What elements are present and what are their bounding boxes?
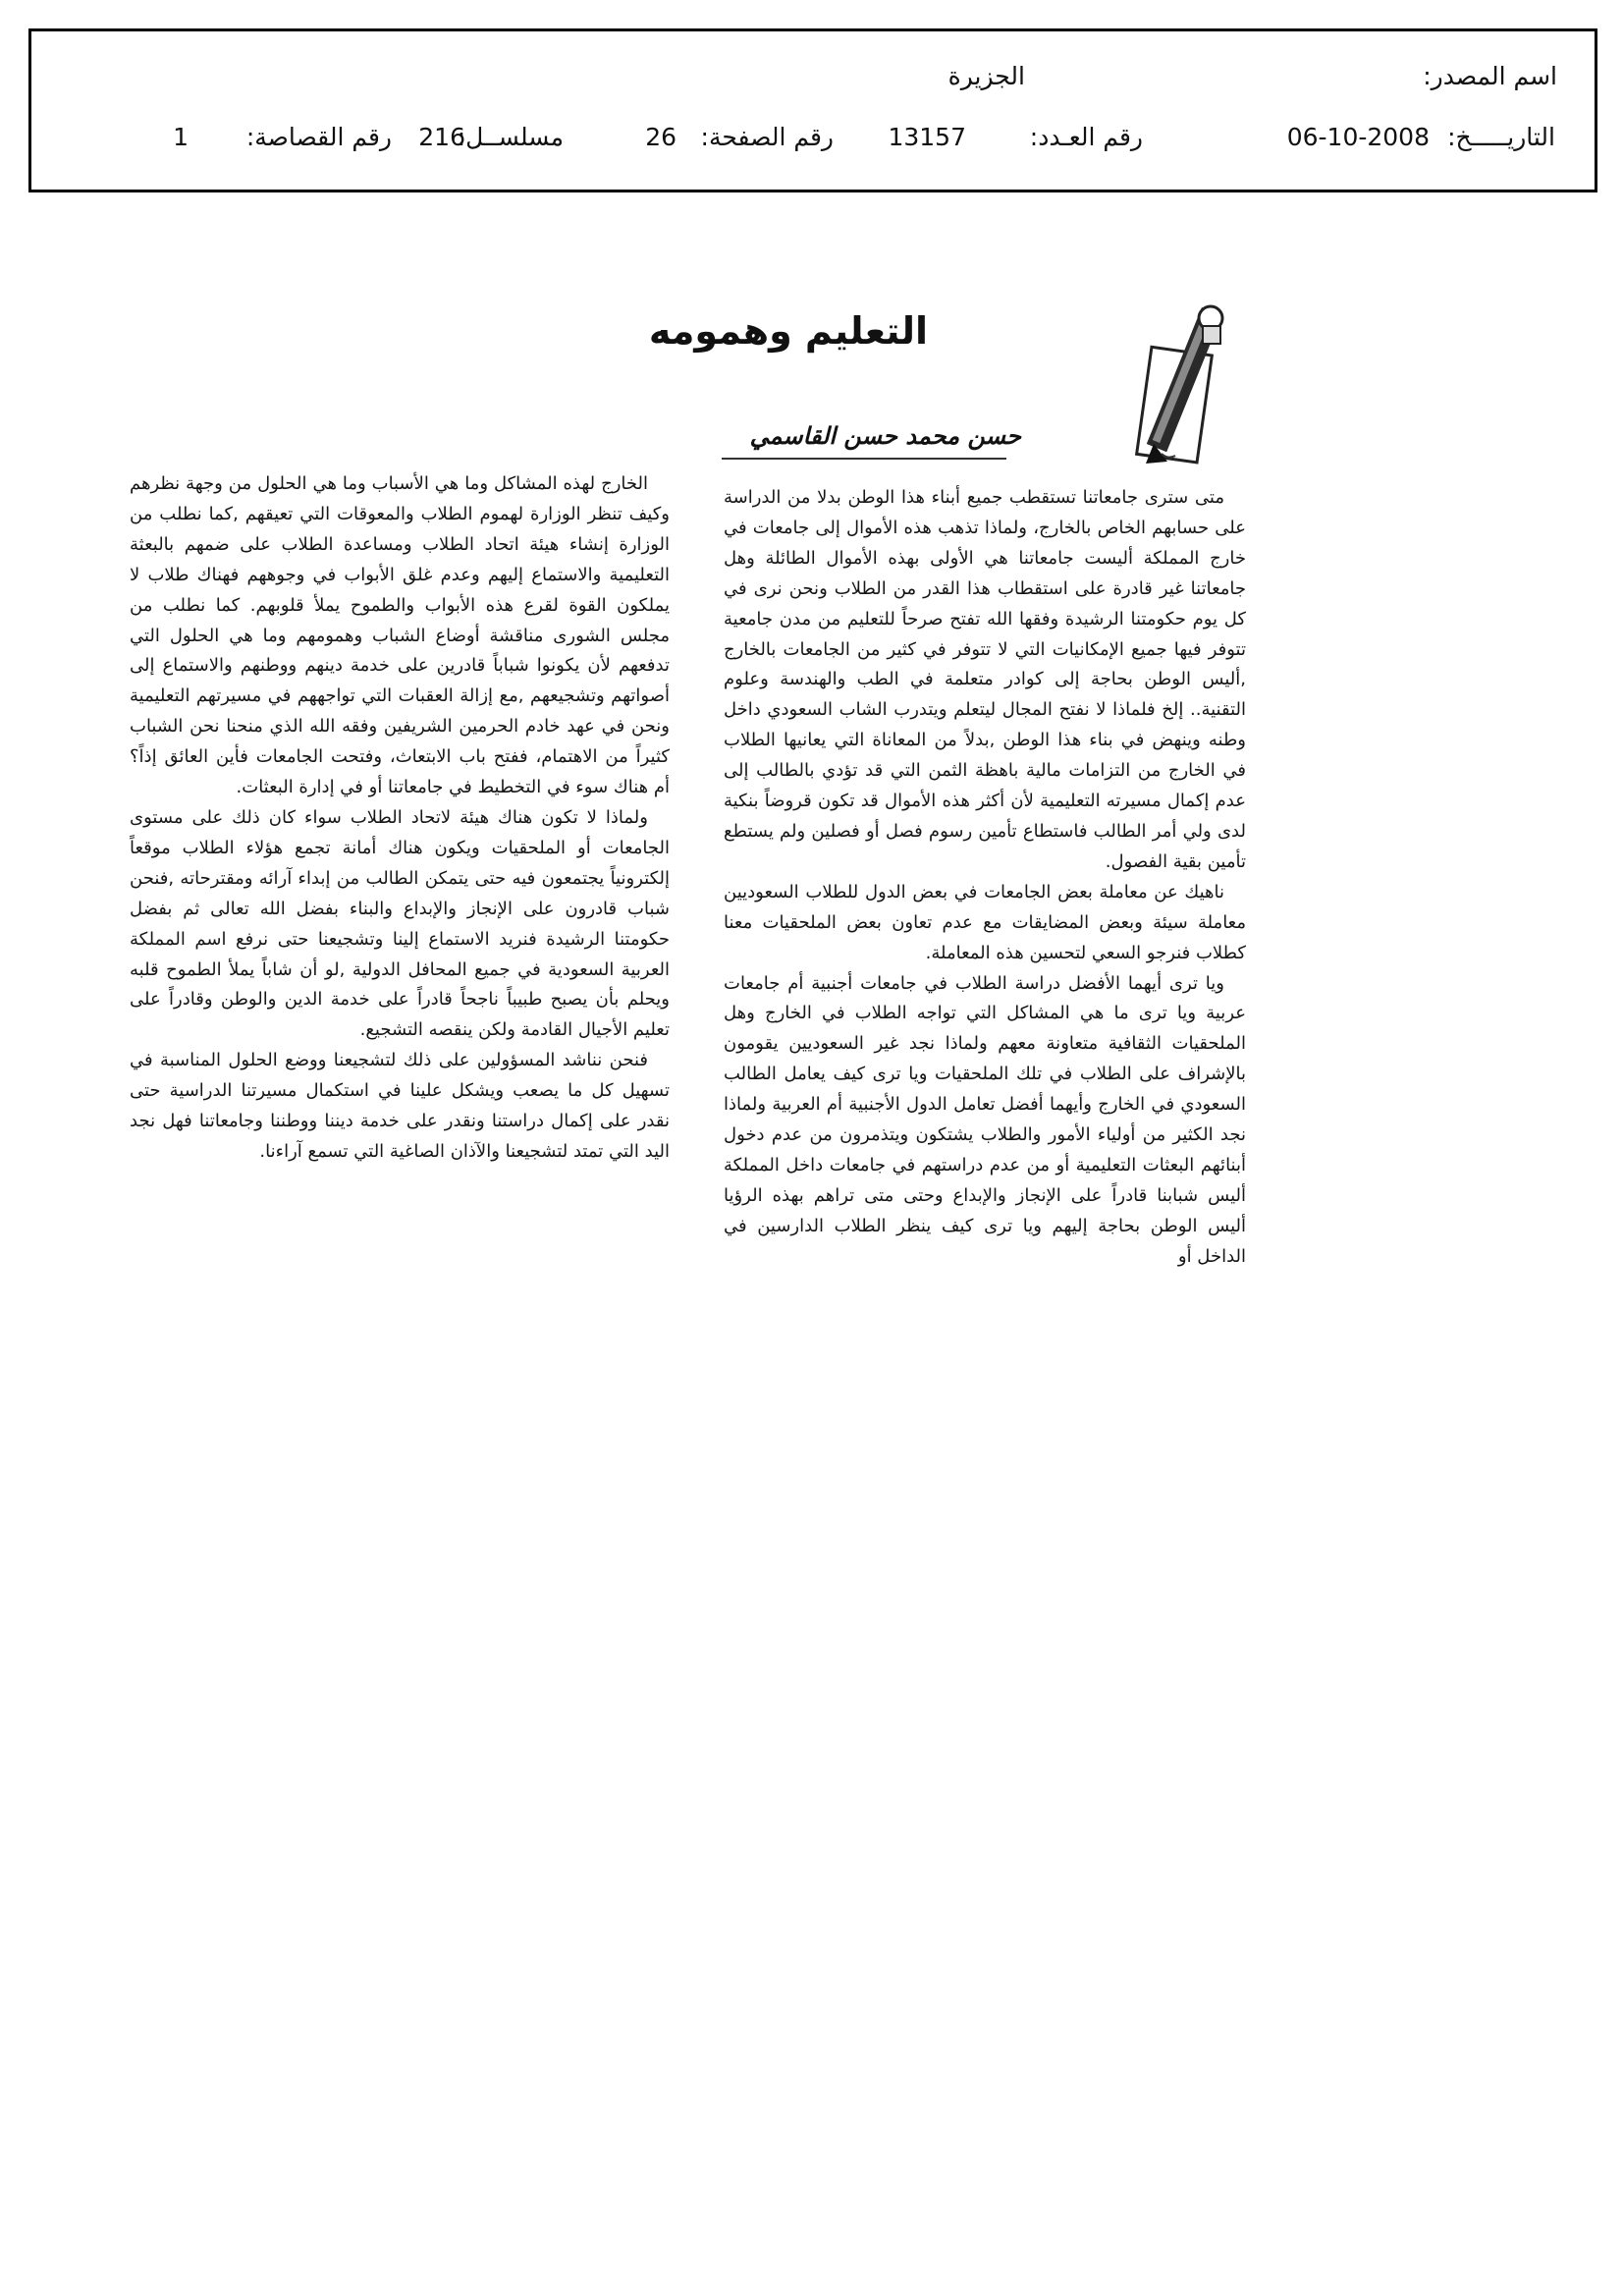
article-byline: حسن محمد حسن القاسمي bbox=[749, 422, 1021, 450]
article-column-left bbox=[130, 469, 670, 1168]
pen-ink-icon bbox=[1134, 297, 1242, 468]
paragraph: ناهيك عن معاملة بعض الجامعات في بعض الدول للطلاب السعوديين معاملة سيئة وبعض المضايقات مع عدم تعاون بعض الملحقيات معنا كطلاب فنرجو السعي لتحسين هذه المعاملة. bbox=[724, 881, 1246, 963]
paragraph: ويا ترى أيهما الأفضل دراسة الطلاب في جامعات أجنبية أم جامعات عربية ويا ترى ما هي المشاكل التي تواجه الطلاب في الخارج وهل الملحقيات الثقافية متعاونة معهم ولماذا نجد غير السعوديين يقومون بالإشراف على الطلاب في تلك الملحقيات ويا ترى كيف يعامل الطالب السعودي في الخارج وأيهما أفضل تعامل الدول الأجنبية أم العربية ولماذا نجد الكثير من أولياء الأمور والطلاب يشتكون ويتذمرون من عدم دخول أبنائهم البعثات التعليمية أو من عدم دراستهم في جامعات داخل المملكة أليس شبابنا قادراً على الإنجاز والإبداع وحتى متى تراهم بهذه الرؤيا أليس الوطن بحاجة إليهم ويا ترى كيف ينظر الطلاب الدارسين في الداخل أو bbox=[724, 972, 1246, 1267]
page-label: رقم الصفحة: bbox=[700, 123, 834, 151]
article-column-right bbox=[724, 483, 1246, 1273]
paragraph: فنحن نناشد المسؤولين على ذلك لتشجيعنا ووضع الحلول المناسبة في تسهيل كل ما يصعب ويشكل علينا في استكمال مسيرتنا الدراسية حتى نقدر على إكمال دراستنا ونقدر على خدمة ديننا ووطننا وجامعاتنا فهل نجد اليد التي تمتد لتشجيعنا والآذان الصاغية التي تسمع آراءنا. bbox=[130, 1050, 670, 1162]
serial-value: 216 bbox=[418, 123, 465, 151]
clipping-label: رقم القصاصة: bbox=[245, 123, 392, 151]
issue-value: 13157 bbox=[888, 123, 966, 151]
clipping-value: 1 bbox=[173, 123, 189, 151]
source-value: الجزيرة bbox=[947, 62, 1025, 90]
metadata-row-details bbox=[31, 118, 1595, 157]
date-label: التاريـــــخ: bbox=[1447, 123, 1555, 151]
document-metadata-box bbox=[28, 28, 1597, 192]
metadata-row-source bbox=[31, 57, 1595, 96]
byline-underline bbox=[722, 458, 1006, 460]
article-headline: التعليم وهمومه bbox=[648, 309, 928, 353]
date-value: 06-10-2008 bbox=[1286, 123, 1430, 151]
serial-label: مسلســل: bbox=[457, 123, 564, 151]
paragraph: الخارج لهذه المشاكل وما هي الأسباب وما هي الحلول من وجهة نظرهم وكيف تنظر الوزارة لهموم الطلاب والمعوقات التي تعيقهم ,كما نطلب من الوزارة إنشاء هيئة اتحاد الطلاب ومساعدة الطلاب على ضمهم بالبعثة التعليمية والاستماع إليهم وعدم غلق الأبواب في وجوههم فهناك طلاب لا يملكون القوة لقرع هذه الأبواب والطموح يملأ قلوبهم. كما نطلب من مجلس الشورى مناقشة أوضاع الشباب وهمومهم وما هي الحلول التي تدفعهم لأن يكونوا شباباً قادرين على خدمة دينهم ووطنهم والاستماع إلى أصواتهم وتشجيعهم ,مع إزالة العقبات التي تواجههم في مسيرتهم التعليمية ونحن في عهد خادم الحرمين الشريفين وفقه الله الذي منحنا نحن الشباب كثيراً من الاهتمام، ففتح باب الابتعاث، وفتحت الجامعات فأين العائق إذاً؟ أم هناك سوء في التخطيط في جامعاتنا أو في إدارة البعثات. bbox=[130, 473, 670, 798]
page-value: 26 bbox=[645, 123, 676, 151]
source-label: اسم المصدر: bbox=[1423, 62, 1557, 90]
paragraph: متى سترى جامعاتنا تستقطب جميع أبناء هذا الوطن بدلا من الدراسة على حسابهم الخاص بالخارج، ولماذا تذهب هذه الأموال إلى جامعات في خارج المملكة أليست جامعاتنا هي الأولى بهذه الأموال الطائلة وهل جامعاتنا غير قادرة على استقطاب هذا القدر من الطلاب ونحن نرى في كل يوم حكومتنا الرشيدة وفقها الله تفتح صرحاً للتعليم من مدن جامعية تتوفر فيها جميع الإمكانيات التي لا تتوفر في كثير من الجامعات بالخارج ,أليس الوطن بحاجة إلى كوادر متعلمة في الطب والهندسة وعلوم التقنية.. إلخ فلماذا لا نفتح المجال ليتعلم ويتدرب الشاب السعودي داخل وطنه وينهض في بناء هذا الوطن ,بدلاً من المعاناة التي يعانيها الطلاب في الخارج من التزامات مالية باهظة الثمن التي قد تؤدي بالطالب إلى عدم إكمال مسيرته التعليمية لأن أكثر هذه الأموال قد تكون قروضاً بنكية لدى ولي أمر الطالب فاستطاع تأمين رسوم فصل أو فصلين ولم يستطع تأمين بقية الفصول. bbox=[724, 487, 1246, 872]
paragraph: ولماذا لا تكون هناك هيئة لاتحاد الطلاب سواء كان ذلك على مستوى الجامعات أو الملحقيات ويكون هناك أمانة تجمع هؤلاء الطلاب موقعاً إلكترونياً يجتمعون فيه حتى يتمكن الطالب من إبداء آرائه ومقترحاته ,فنحن شباب قادرون على الإنجاز والإبداع والبناء بفضل الله تعالى ثم بفضل حكومتنا الرشيدة فنريد الاستماع إلينا وتشجيعنا حتى نرفع اسم المملكة العربية السعودية في جميع المحافل الدولية ,لو أن شاباً يملأ الطموح قلبه ويحلم بأن يصبح طبيباً ناجحاً قادراً على خدمة الدين والوطن وقادراً على تعليم الأجيال القادمة ولكن ينقصه التشجيع. bbox=[130, 806, 670, 1041]
issue-label: رقم العـدد: bbox=[1029, 123, 1143, 151]
